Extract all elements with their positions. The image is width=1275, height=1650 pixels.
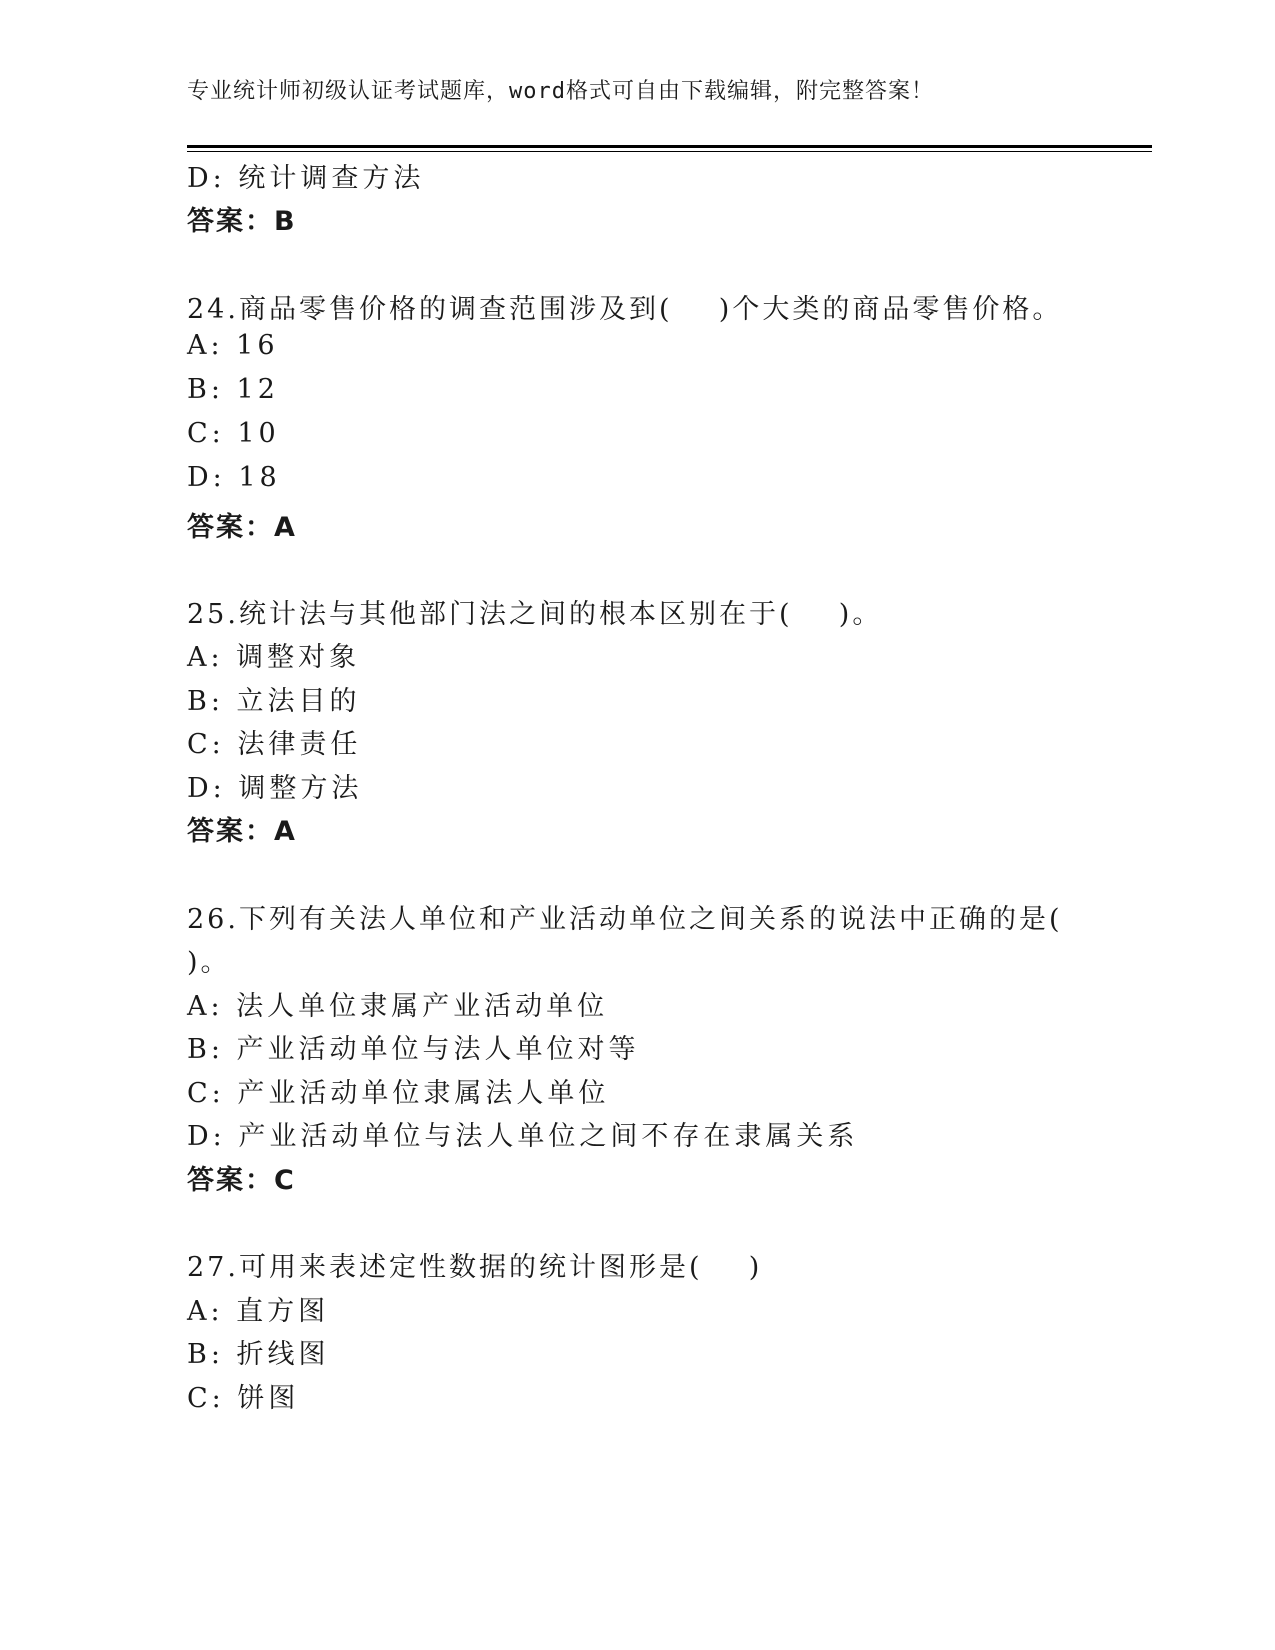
q23-answer: 答案：B	[187, 206, 297, 237]
q26-option-a: A: 法人单位隶属产业活动单位	[187, 991, 609, 1022]
q26-option-d: D: 产业活动单位与法人单位之间不存在隶属关系	[187, 1121, 859, 1152]
q26-option-b: B: 产业活动单位与法人单位对等	[187, 1034, 640, 1065]
q23-option-d: D: 统计调查方法	[187, 163, 425, 194]
q27-stem: 27.可用来表述定性数据的统计图形是( )	[187, 1252, 763, 1283]
q27-option-c: C: 饼图	[187, 1383, 300, 1414]
q24-option-a: A: 16	[187, 330, 279, 361]
q25-answer: 答案：A	[187, 816, 297, 847]
q24-option-d: D: 18	[187, 462, 281, 493]
q26-option-c: C: 产业活动单位隶属法人单位	[187, 1078, 610, 1109]
q26-answer: 答案：C	[187, 1165, 296, 1196]
q25-option-d: D: 调整方法	[187, 773, 363, 804]
header-rule-thin	[187, 151, 1152, 152]
q25-option-a: A: 调整对象	[187, 642, 361, 673]
q26-stem-line2: )。	[187, 947, 231, 978]
q27-option-a: A: 直方图	[187, 1296, 330, 1327]
q27-option-b: B: 折线图	[187, 1339, 330, 1370]
q25-stem: 25.统计法与其他部门法之间的根本区别在于( )。	[187, 599, 883, 630]
q24-option-b: B: 12	[187, 374, 279, 405]
q26-stem-line1: 26.下列有关法人单位和产业活动单位之间关系的说法中正确的是(	[187, 904, 1063, 935]
q24-stem: 24.商品零售价格的调查范围涉及到( )个大类的商品零售价格。	[187, 294, 1063, 325]
header-rule-thick	[187, 145, 1152, 148]
q24-option-c: C: 10	[187, 418, 280, 449]
q24-answer: 答案：A	[187, 512, 297, 543]
q25-option-b: B: 立法目的	[187, 686, 361, 717]
q25-option-c: C: 法律责任	[187, 729, 362, 760]
page-header: 专业统计师初级认证考试题库，word格式可自由下载编辑，附完整答案！	[187, 79, 934, 104]
